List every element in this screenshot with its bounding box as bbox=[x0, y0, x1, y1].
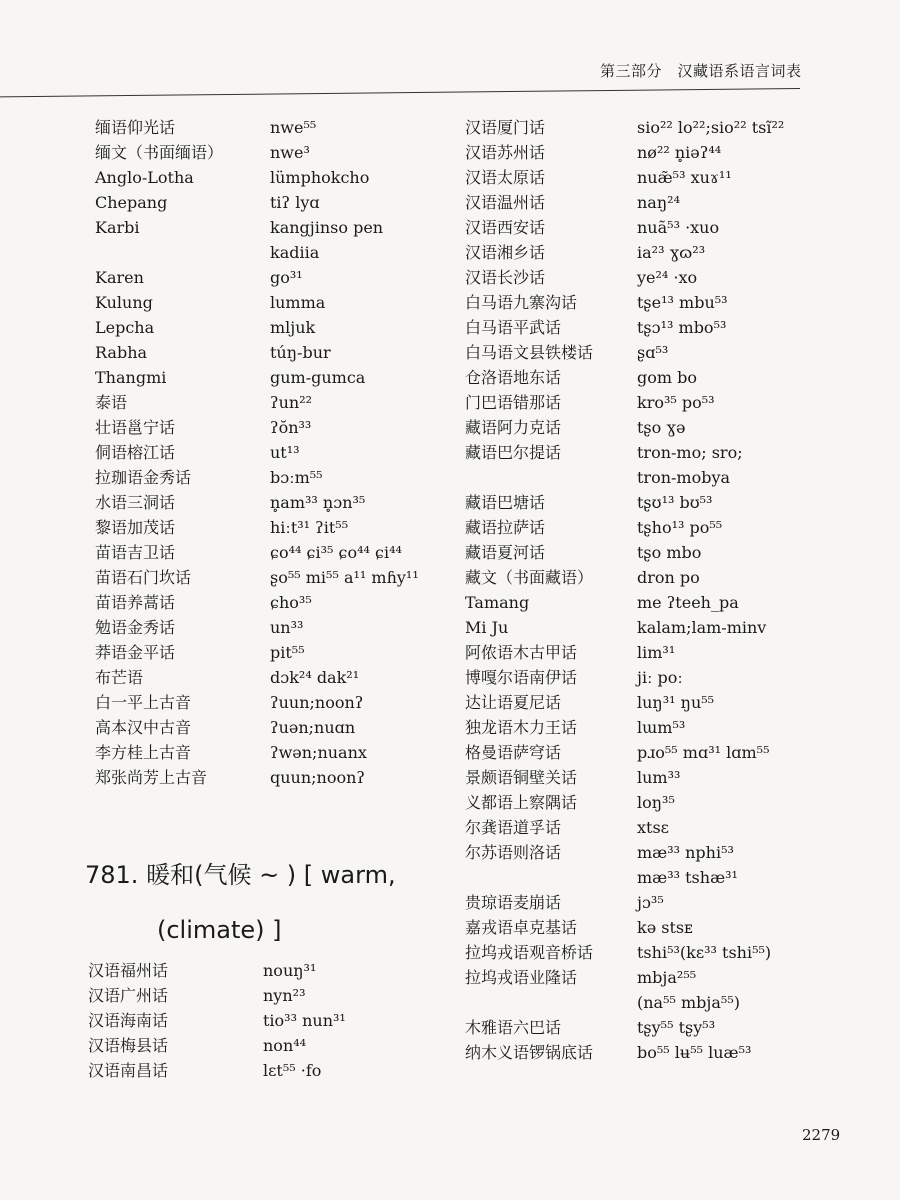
language-name: 藏语拉萨话 bbox=[465, 518, 546, 537]
word-form: ʔuən;nuɑn bbox=[270, 718, 356, 737]
word-form: ut¹³ bbox=[270, 443, 300, 462]
language-name: 藏语阿力克话 bbox=[465, 418, 562, 437]
word-form: lümphokcho bbox=[270, 168, 370, 187]
language-name: 白马语文县铁楼话 bbox=[465, 343, 594, 362]
language-name: 阿侬语木古甲话 bbox=[465, 643, 578, 662]
word-form: kalam;lam-minv bbox=[637, 618, 767, 637]
word-form: nuã⁵³ ·xuo bbox=[637, 218, 720, 237]
entry-row bbox=[95, 615, 435, 640]
entry-row bbox=[95, 265, 435, 290]
entry-row bbox=[465, 640, 825, 665]
entry-row bbox=[465, 665, 825, 690]
word-form: ʔun²² bbox=[270, 393, 313, 412]
word-form: tʂy⁵⁵ tʂy⁵³ bbox=[637, 1018, 716, 1037]
entry-row bbox=[95, 690, 435, 715]
language-name: 布芒语 bbox=[95, 668, 144, 687]
language-name: 汉语苏州话 bbox=[465, 143, 546, 162]
word-form: nwe⁵⁵ bbox=[270, 118, 317, 137]
entry-row bbox=[88, 1058, 428, 1083]
word-form: mæ³³ nphi⁵³ bbox=[637, 843, 734, 862]
language-name: 仓洛语地东话 bbox=[465, 368, 562, 387]
section-title-line2: (climate) ] bbox=[157, 916, 282, 944]
entry-row bbox=[465, 540, 825, 565]
entry-row bbox=[465, 165, 825, 190]
entry-row bbox=[465, 415, 825, 440]
word-form: mbja²⁵⁵ bbox=[637, 968, 697, 987]
word-form: lum³³ bbox=[637, 768, 681, 787]
word-form: sio²² lo²²;sio²² tsĩ²² bbox=[637, 118, 785, 137]
language-name: 苗语石门坎话 bbox=[95, 568, 192, 587]
entry-row bbox=[95, 140, 435, 165]
language-name: Karen bbox=[95, 268, 144, 287]
word-form: nyn²³ bbox=[263, 986, 306, 1005]
word-form: jɔ³⁵ bbox=[637, 893, 664, 912]
word-form: tron-mobya bbox=[637, 468, 731, 487]
entry-row bbox=[465, 690, 825, 715]
language-name: 汉语海南话 bbox=[88, 1011, 169, 1030]
entry-row bbox=[465, 490, 825, 515]
language-name: 独龙语木力王话 bbox=[465, 718, 578, 737]
language-name bbox=[95, 240, 270, 265]
entry-row bbox=[465, 390, 825, 415]
lower-left-column bbox=[88, 958, 428, 1083]
language-name: Tamang bbox=[465, 593, 530, 612]
word-form: ɕho³⁵ bbox=[270, 593, 312, 612]
entry-row bbox=[465, 765, 825, 790]
language-name: Lepcha bbox=[95, 318, 155, 337]
language-name: 侗语榕江话 bbox=[95, 443, 176, 462]
word-form: me ʔteeh_pa bbox=[637, 593, 739, 612]
word-form: lɯm⁵³ bbox=[637, 718, 686, 737]
language-name: Anglo-Lotha bbox=[95, 168, 194, 187]
language-name: 贵琼语麦崩话 bbox=[465, 893, 562, 912]
language-name: 汉语梅县话 bbox=[88, 1036, 169, 1055]
entry-row bbox=[95, 590, 435, 615]
entry-row bbox=[95, 390, 435, 415]
entry-row bbox=[95, 540, 435, 565]
language-name: 尔苏语则洛话 bbox=[465, 843, 562, 862]
word-form: mæ³³ tshæ³¹ bbox=[637, 868, 738, 887]
word-form: nuæ̃⁵³ xuɤ¹¹ bbox=[637, 168, 732, 187]
language-name: 汉语湘乡话 bbox=[465, 243, 546, 262]
word-form: tʂʊ¹³ bʊ⁵³ bbox=[637, 493, 713, 512]
word-form: pɹo⁵⁵ mɑ³¹ lɑm⁵⁵ bbox=[637, 743, 770, 762]
word-form: tʂo ɣə bbox=[637, 418, 686, 437]
language-name: 水语三洞话 bbox=[95, 493, 176, 512]
entry-row bbox=[88, 1008, 428, 1033]
entry-row bbox=[465, 315, 825, 340]
word-form: tron-mo; sro; bbox=[637, 443, 743, 462]
word-form: túŋ-bur bbox=[270, 343, 331, 362]
language-name: 高本汉中古音 bbox=[95, 718, 192, 737]
header-rule bbox=[0, 88, 800, 97]
entry-row bbox=[95, 215, 435, 240]
entry-row bbox=[95, 365, 435, 390]
entry-row bbox=[95, 340, 435, 365]
language-name: 拉珈语金秀话 bbox=[95, 468, 192, 487]
word-form: ia²³ ɣɷ²³ bbox=[637, 243, 706, 262]
word-form: bo⁵⁵ lʉ⁵⁵ luæ⁵³ bbox=[637, 1043, 752, 1062]
entry-row bbox=[465, 790, 825, 815]
word-form: kangjinso pen bbox=[270, 218, 384, 237]
entry-row bbox=[95, 715, 435, 740]
word-form: go³¹ bbox=[270, 268, 303, 287]
entry-row bbox=[95, 315, 435, 340]
word-form: gum-gumca bbox=[270, 368, 366, 387]
entry-row bbox=[95, 290, 435, 315]
entry-row bbox=[95, 565, 435, 590]
entry-row bbox=[88, 958, 428, 983]
language-name: 汉语长沙话 bbox=[465, 268, 546, 287]
word-form: ʂɑ⁵³ bbox=[637, 343, 669, 362]
left-column bbox=[95, 115, 435, 790]
word-form: ʔuun;noonʔ bbox=[270, 693, 364, 712]
word-form: loŋ³⁵ bbox=[637, 793, 675, 812]
entry-row bbox=[465, 140, 825, 165]
word-form: tʂe¹³ mbu⁵³ bbox=[637, 293, 728, 312]
language-name: 缅语仰光话 bbox=[95, 118, 176, 137]
entry-row bbox=[465, 215, 825, 240]
entry-row bbox=[465, 465, 825, 490]
language-name: 格曼语萨穹话 bbox=[465, 743, 562, 762]
entry-row bbox=[465, 965, 825, 990]
language-name bbox=[465, 465, 637, 490]
entry-row bbox=[95, 415, 435, 440]
entry-row bbox=[95, 190, 435, 215]
entry-row bbox=[465, 865, 825, 890]
language-name: 汉语南昌话 bbox=[88, 1061, 169, 1080]
entry-row bbox=[465, 590, 825, 615]
entry-row bbox=[465, 290, 825, 315]
language-name: 莽语金平话 bbox=[95, 643, 176, 662]
language-name: 缅文（书面缅语） bbox=[95, 143, 224, 162]
language-name: 景颇语铜壁关话 bbox=[465, 768, 578, 787]
entry-row bbox=[95, 240, 435, 265]
word-form: kə stsᴇ bbox=[637, 918, 693, 937]
entry-row bbox=[465, 615, 825, 640]
word-form: lɛt⁵⁵ ·fo bbox=[263, 1061, 322, 1080]
entry-row bbox=[465, 840, 825, 865]
entry-row bbox=[95, 115, 435, 140]
word-form: tiʔ lyɑ bbox=[270, 193, 320, 212]
language-name: 木雅语六巴话 bbox=[465, 1018, 562, 1037]
word-form: lim³¹ bbox=[637, 643, 676, 662]
language-name: Thangmi bbox=[95, 368, 167, 387]
entry-row bbox=[465, 440, 825, 465]
entry-row bbox=[465, 940, 825, 965]
language-name: 白一平上古音 bbox=[95, 693, 192, 712]
language-name: 白马语九寨沟话 bbox=[465, 293, 578, 312]
right-column bbox=[465, 115, 825, 1065]
word-form: dɔk²⁴ dak²¹ bbox=[270, 668, 360, 687]
language-name bbox=[465, 990, 637, 1015]
entry-row bbox=[465, 565, 825, 590]
word-form: luŋ³¹ ŋu⁵⁵ bbox=[637, 693, 715, 712]
language-name: 博嘎尔语南伊话 bbox=[465, 668, 578, 687]
entry-row bbox=[95, 665, 435, 690]
entry-row bbox=[465, 1015, 825, 1040]
section-heading bbox=[85, 860, 445, 945]
language-name: 藏语夏河话 bbox=[465, 543, 546, 562]
language-name: 藏语巴塘话 bbox=[465, 493, 546, 512]
entry-row bbox=[95, 165, 435, 190]
language-name: 汉语太原话 bbox=[465, 168, 546, 187]
entry-row bbox=[465, 340, 825, 365]
entry-row bbox=[465, 240, 825, 265]
word-form: pit⁵⁵ bbox=[270, 643, 305, 662]
language-name: 汉语温州话 bbox=[465, 193, 546, 212]
word-form: non⁴⁴ bbox=[263, 1036, 307, 1055]
word-form: nouŋ³¹ bbox=[263, 961, 317, 980]
entry-row bbox=[95, 640, 435, 665]
word-form: jiː poː bbox=[637, 668, 683, 687]
entry-row bbox=[88, 1033, 428, 1058]
entry-row bbox=[465, 815, 825, 840]
word-form: nwe³ bbox=[270, 143, 310, 162]
language-name: 门巴语错那话 bbox=[465, 393, 562, 412]
language-name: 苗语养蒿话 bbox=[95, 593, 176, 612]
language-name: 汉语广州话 bbox=[88, 986, 169, 1005]
entry-row bbox=[465, 515, 825, 540]
language-name: 纳木义语锣锅底话 bbox=[465, 1043, 594, 1062]
language-name: 尔龚语道孚话 bbox=[465, 818, 562, 837]
word-form: tʂo mbo bbox=[637, 543, 702, 562]
word-form: mljuk bbox=[270, 318, 316, 337]
word-form: dron po bbox=[637, 568, 700, 587]
language-name: 白马语平武话 bbox=[465, 318, 562, 337]
word-form: un³³ bbox=[270, 618, 304, 637]
entry-row bbox=[95, 490, 435, 515]
entry-row bbox=[465, 365, 825, 390]
language-name: 壮语邕宁话 bbox=[95, 418, 176, 437]
word-form: ʔwən;nuanx bbox=[270, 743, 367, 762]
language-name: Kulung bbox=[95, 293, 153, 312]
entry-row bbox=[95, 465, 435, 490]
entry-row bbox=[465, 190, 825, 215]
word-form: ʂo⁵⁵ mi⁵⁵ a¹¹ mɦy¹¹ bbox=[270, 568, 419, 587]
language-name: Chepang bbox=[95, 193, 168, 212]
language-name: 郑张尚芳上古音 bbox=[95, 768, 208, 787]
word-form: n̥am³³ n̥ɔn³⁵ bbox=[270, 493, 366, 512]
word-form: nø²² n̥iəʔ⁴⁴ bbox=[637, 143, 722, 162]
entry-row bbox=[95, 740, 435, 765]
language-name: 拉坞戎语观音桥话 bbox=[465, 943, 594, 962]
word-form: kadiia bbox=[270, 243, 320, 262]
word-form: ɕo⁴⁴ ɕi³⁵ ɕo⁴⁴ ɕi⁴⁴ bbox=[270, 543, 402, 562]
running-header: 第三部分 汉藏语系语言词表 bbox=[600, 62, 802, 80]
word-form: ye²⁴ ·xo bbox=[637, 268, 698, 287]
language-name: Rabha bbox=[95, 343, 148, 362]
word-form: kro³⁵ po⁵³ bbox=[637, 393, 715, 412]
language-name: 达让语夏尼话 bbox=[465, 693, 562, 712]
language-name: Karbi bbox=[95, 218, 140, 237]
entry-row bbox=[465, 990, 825, 1015]
entry-row bbox=[465, 890, 825, 915]
language-name: 李方桂上古音 bbox=[95, 743, 192, 762]
word-form: naŋ²⁴ bbox=[637, 193, 680, 212]
entry-row bbox=[95, 440, 435, 465]
language-name: 拉坞戎语业隆话 bbox=[465, 968, 578, 987]
language-name: 藏文（书面藏语） bbox=[465, 568, 594, 587]
entry-row bbox=[465, 265, 825, 290]
language-name: 苗语吉卫话 bbox=[95, 543, 176, 562]
entry-row bbox=[95, 515, 435, 540]
word-form: hiːt³¹ ʔit⁵⁵ bbox=[270, 518, 349, 537]
word-form: ʔŏn³³ bbox=[270, 418, 312, 437]
word-form: tʂho¹³ po⁵⁵ bbox=[637, 518, 723, 537]
word-form: bɔːm⁵⁵ bbox=[270, 468, 323, 487]
language-name: 勉语金秀话 bbox=[95, 618, 176, 637]
entry-row bbox=[465, 1040, 825, 1065]
word-form: tshi⁵³(kɛ³³ tshi⁵⁵) bbox=[637, 943, 772, 962]
section-title-line1: 暖和(气候 ~ ) [ warm, bbox=[146, 861, 396, 889]
language-name: 藏语巴尔提话 bbox=[465, 443, 562, 462]
entry-row bbox=[465, 740, 825, 765]
language-name: 汉语西安话 bbox=[465, 218, 546, 237]
language-name: 嘉戎语卓克基话 bbox=[465, 918, 578, 937]
entry-row bbox=[95, 765, 435, 790]
language-name: 黎语加茂话 bbox=[95, 518, 176, 537]
language-name: 泰语 bbox=[95, 393, 128, 412]
language-name: 义都语上察隅话 bbox=[465, 793, 578, 812]
entry-row bbox=[465, 115, 825, 140]
word-form: quun;noonʔ bbox=[270, 768, 365, 787]
language-name bbox=[465, 865, 637, 890]
language-name: 汉语厦门话 bbox=[465, 118, 546, 137]
word-form: xtsɛ bbox=[637, 818, 669, 837]
language-name: Mi Ju bbox=[465, 618, 509, 637]
entry-row bbox=[88, 983, 428, 1008]
page-number: 2279 bbox=[802, 1126, 841, 1144]
word-form: tio³³ nun³¹ bbox=[263, 1011, 346, 1030]
section-number: 781. bbox=[85, 861, 139, 889]
language-name: 汉语福州话 bbox=[88, 961, 169, 980]
entry-row bbox=[465, 915, 825, 940]
word-form: gom bo bbox=[637, 368, 698, 387]
word-form: lumma bbox=[270, 293, 326, 312]
entry-row bbox=[465, 715, 825, 740]
word-form: (na⁵⁵ mbja⁵⁵) bbox=[637, 993, 740, 1012]
word-form: tʂɔ¹³ mbo⁵³ bbox=[637, 318, 727, 337]
